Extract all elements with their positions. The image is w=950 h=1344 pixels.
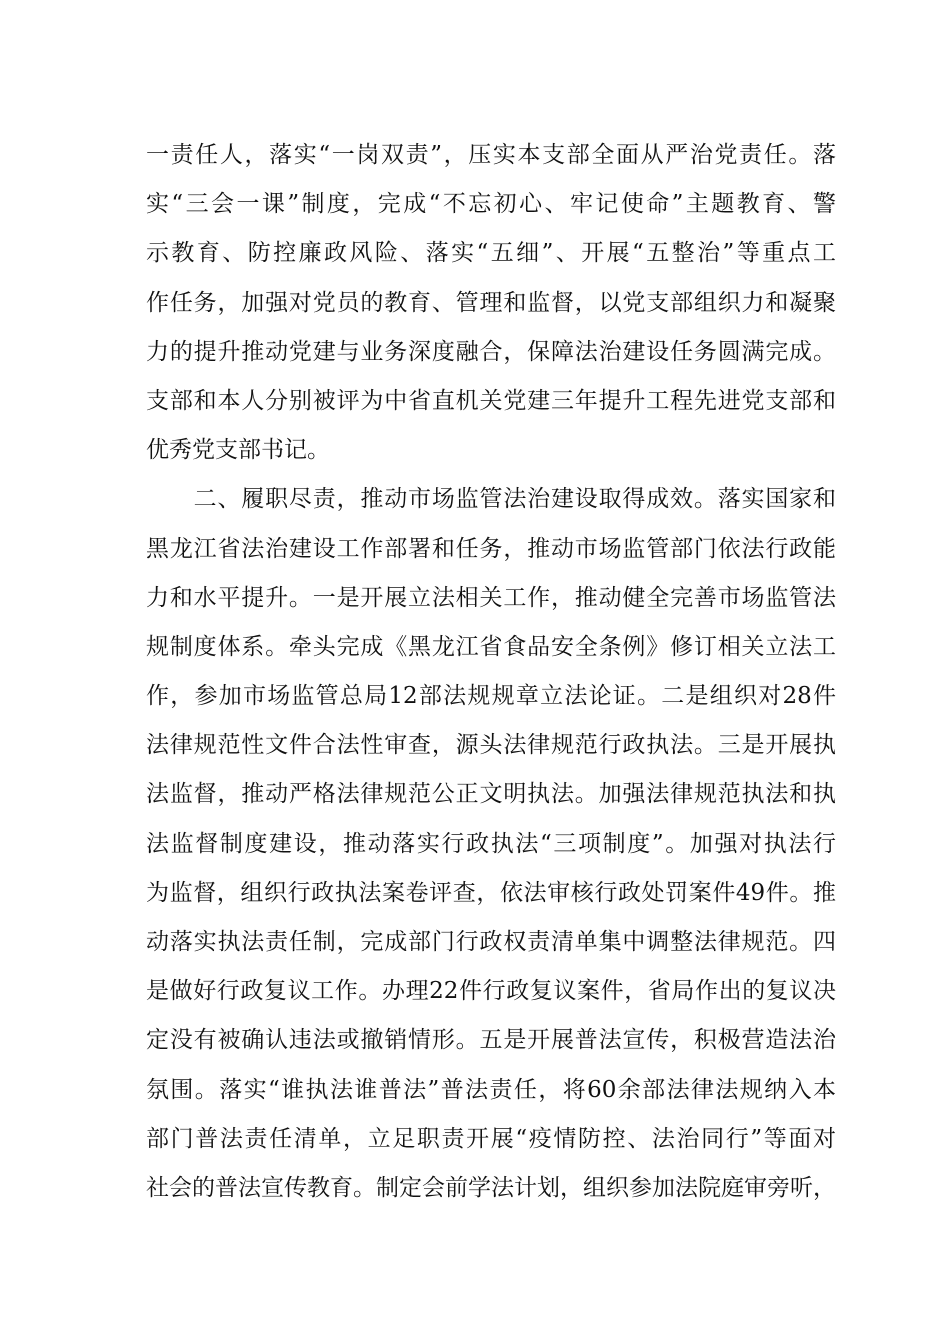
text-line: 二、履职尽责，推动市场监管法治建设取得成效。落实国家和 [146,486,836,513]
text-line: 社会的普法宣传教育。制定会前学法计划，组织参加法院庭审旁听， [146,1174,836,1201]
text-line: 支部和本人分别被评为中省直机关党建三年提升工程先进党支部和 [146,387,836,414]
text-line: 实“三会一课”制度，完成“不忘初心、牢记使命”主题教育、警 [146,191,836,218]
text-line: 优秀党支部书记。 [146,437,330,464]
text-line: 动落实执法责任制，完成部门行政权责清单集中调整法律规范。四 [146,929,836,955]
text-line: 部门普法责任清单，立足职责开展“疫情防控、法治同行”等面对 [146,1125,836,1152]
text-line: 黑龙江省法治建设工作部署和任务，推动市场监管部门依法行政能 [146,535,836,562]
text-line: 示教育、防控廉政风险、落实“五细”、开展“五整治”等重点工 [146,240,836,267]
text-line: 作任务，加强对党员的教育、管理和监督，以党支部组织力和凝聚 [146,289,836,316]
text-line: 作，参加市场监管总局12部法规规章立法论证。二是组织对28件 [146,683,836,710]
text-line: 氛围。落实“谁执法谁普法”普法责任，将60余部法律法规纳入本 [146,1076,836,1103]
text-line: 法监督制度建设，推动落实行政执法“三项制度”。加强对执法行 [146,830,836,857]
text-line: 力的提升推动党建与业务深度融合，保障法治建设任务圆满完成。 [146,338,836,365]
text-line: 规制度体系。牵头完成《黑龙江省食品安全条例》修订相关立法工 [146,633,836,660]
text-line: 定没有被确认违法或撤销情形。五是开展普法宣传，积极营造法治 [146,1027,836,1054]
text-line: 力和水平提升。一是开展立法相关工作，推动健全完善市场监管法 [146,584,836,611]
text-line: 法监督，推动严格法律规范公正文明执法。加强法律规范执法和执 [146,781,836,808]
text-line: 一责任人，落实“一岗双责”，压实本支部全面从严治党责任。落 [146,142,836,168]
text-line: 是做好行政复议工作。办理22件行政复议案件，省局作出的复议决 [146,978,836,1005]
text-line: 法律规范性文件合法性审查，源头法律规范行政执法。三是开展执 [146,732,836,759]
document-body [146,131,836,1213]
text-line: 为监督，组织行政执法案卷评查，依法审核行政处罚案件49件。推 [146,879,836,906]
